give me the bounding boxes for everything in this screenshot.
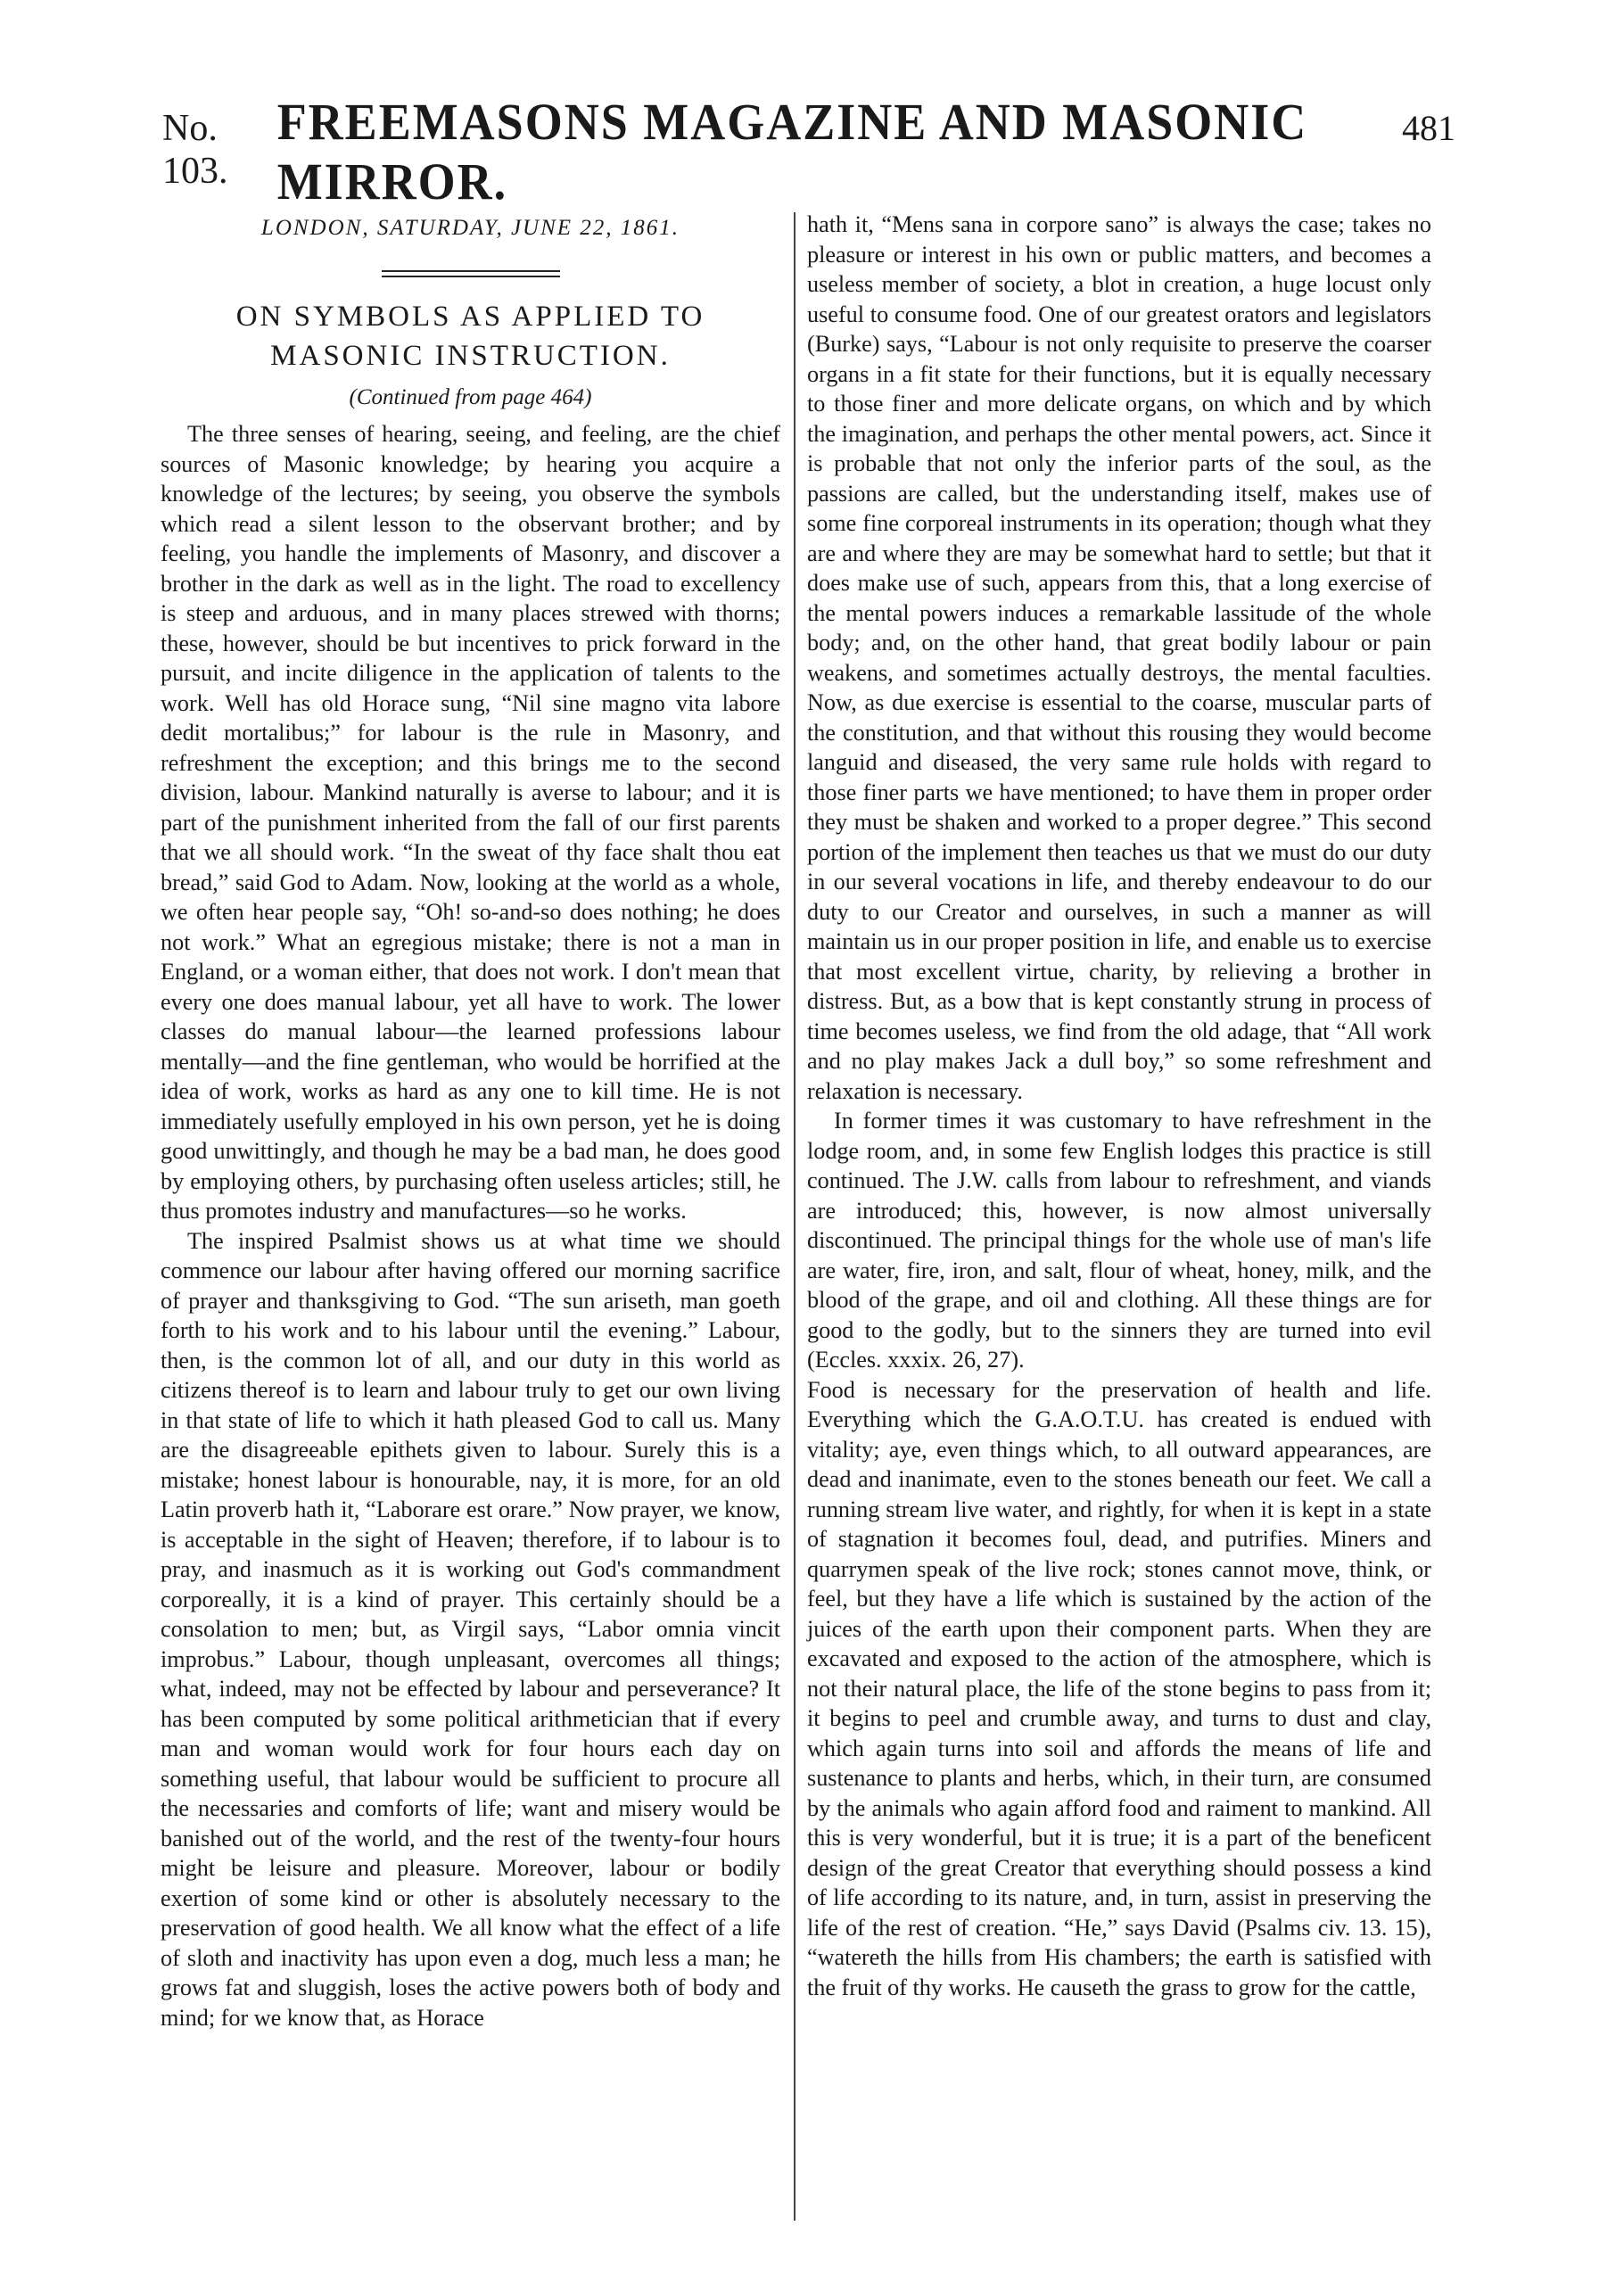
- column-divider: [794, 212, 796, 2221]
- issue-number: No. 103.: [162, 108, 228, 192]
- article-title: ON SYMBOLS AS APPLIED TO MASONIC INSTRUCTION.: [235, 300, 705, 372]
- page-number: 481: [1402, 108, 1455, 148]
- paragraph: Food is necessary for the preservation of health and life. Everything which the G.A.O.T.U. has created is endued with vitality; aye, even things which, to all outward appearances, are dead and inanimate, even to the stones beneath our feet. We call a running stream live water, and rightly, for when it is kept in a state of stagnation it becomes foul, dead, and putrifies. Miners and quarrymen speak of the live rock; stones cannot move, think, or feel, but they have a life which is sustained by the action of the juices of the earth upon their component parts. When they are excavated and exposed to the action of the atmosphere, which is not their natural place, the life of the stone begins to pass from it; it begins to peel and crumble away, and turns to dust and clay, which again turns into soil and affords the means of life and sustenance to plants and herbs, which, in their turn, are consumed by the animals who again afford food and raiment to mankind. All this is very wonderful, but it is true; it is a part of the beneficent design of the great Creator that everything should possess a kind of life according to its nature, and, in turn, assist in preserving the life of the rest of creation. “He,” says David (Psalms civ. 13. 15), “watereth the hills from His chambers; the earth is satisfied with the fruit of thy works. He causeth the grass to grow for the cattle,: [807, 1376, 1431, 2000]
- masthead: [162, 93, 1455, 210]
- magazine-title: FREEMASONS MAGAZINE AND MASONIC MIRROR.: [276, 93, 1308, 210]
- double-rule: [382, 270, 560, 277]
- right-column: [807, 210, 1431, 2002]
- left-column: [161, 210, 780, 2032]
- paragraph: The three senses of hearing, seeing, and feeling, are the chief sources of Masonic knowledge; by hearing you acquire a knowledge of the lectures; by seeing, you observe the symbols which read a silent lesson to the observant brother; and by feeling, you handle the implements of Masonry, and discover a brother in the dark as well as in the light. The road to excellency is steep and arduous, and in many places strewed with thorns; these, however, should be but incentives to prick forward in the pursuit, and incite diligence in the application of talents to the work. Well has old Horace sung, “Nil sine magno vita labore dedit mortalibus;” for labour is the rule in Masonry, and refreshment the exception; and this brings me to the second division, labour. Mankind naturally is averse to labour; and it is part of the punishment inherited from the fall of our first parents that we all should work. “In the sweat of thy face shalt thou eat bread,” said God to Adam. Now, looking at the world as a whole, we often hear people say, “Oh! so-and-so does nothing; he does not work.” What an egregious mistake; there is not a man in England, or a woman either, that does not work. I don't mean that every one does manual labour, yet all have to work. The lower classes do manual labour—the learned professions labour mentally—and the fine gentleman, who would be horrified at the idea of work, works as hard as any one to kill time. He is not immediately usefully employed in his own person, yet he is doing good unwittingly, and though he may be a bad man, he does good by employing others, by purchasing often useless articles; still, he thus promotes industry and manufactures—so he works.: [161, 421, 780, 1224]
- paragraph: In former times it was customary to have refreshment in the lodge room, and, in some few English lodges this practice is still continued. The J.W. calls from labour to refreshment, and viands are introduced; this, however, is now almost universally discontinued. The principal things for the whole use of man's life are water, fire, iron, and salt, flour of wheat, honey, milk, and the blood of the grape, and oil and clothing. All these things are for good to the godly, but to the sinners they are turned into evil (Eccles. xxxix. 26, 27).: [807, 1108, 1431, 1373]
- paragraph: The inspired Psalmist shows us at what time we should commence our labour after having offered our morning sacrifice of prayer and thanksgiving to God. “The sun ariseth, man goeth forth to his work and to his labour until the evening.” Labour, then, is the common lot of all, and our duty in this world as citizens thereof is to learn and labour truly to get our own living in that state of life to which it hath pleased God to call us. Many are the disagreeable epithets given to labour. Surely this is a mistake; honest labour is honourable, nay, it is more, for an old Latin proverb hath it, “Laborare est orare.” Now prayer, we know, is acceptable in the sight of Heaven; therefore, if to labour is to pray, and inasmuch as it is working out God's commandment corporeally, it is a kind of prayer. This certainly should be a consolation to men; but, as Virgil says, “Labor omnia vincit improbus.” Labour, though unpleasant, overcomes all things; what, indeed, may not be effected by labour and perseverance? It has been computed by some political arithmetician that if every man and woman would work for four hours each day on something useful, that labour would be sufficient to procure all the necessaries and comforts of life; want and misery would be banished out of the world, and the rest of the twenty-four hours might be leisure and pleasure. Moreover, labour or bodily exertion of some kind or other is absolutely necessary to the preservation of good health. We all know what the effect of a life of sloth and inactivity has upon even a dog, much less a man; he grows fat and sluggish, loses the active powers both of body and mind; for we know that, as Horace: [161, 1227, 780, 2031]
- continued-note: (Continued from page 464): [349, 384, 592, 409]
- paragraph: hath it, “Mens sana in corpore sano” is always the case; takes no pleasure or interest in his own or public matters, and becomes a useless member of society, a blot in creation, a huge locust only useful to consume food. One of our greatest orators and legislators (Burke) says, “Labour is not only requisite to preserve the coarser organs in a fit state for their functions, but it is equally necessary to those finer and more delicate organs, on which and by which the imagination, and perhaps the other mental powers, act. Since it is probable that not only the inferior parts of the soul, as the passions are called, but the understanding itself, makes use of some fine corporeal instruments in its operation; though what they are and where they are may be somewhat hard to settle; but that it does make use of such, appears from this, that a long exercise of the mental powers induces a remarkable lassitude of the whole body; and, on the other hand, that great bodily labour or pain weakens, and sometimes actually destroys, the mental faculties. Now, as due exercise is essential to the coarse, muscular parts of the constitution, and that without this rousing they would become languid and diseased, the very same rule holds with regard to those finer parts we have mentioned; to have them in proper order they must be shaken and worked to a proper degree.” This second portion of the implement then teaches us that we must do our duty in our several vocations in life, and thereby endeavour to do our duty to our Creator and ourselves, in such a manner as will maintain us in our proper position in life, and enable us to exercise that most excellent virtue, charity, by relieving a brother in distress. But, as a bow that is kept constantly strung in process of time becomes useless, we find from the old adage, that “All work and no play makes Jack a dull boy,” so some refreshment and relaxation is necessary.: [807, 211, 1431, 1104]
- dateline: LONDON, SATURDAY, JUNE 22, 1861.: [260, 216, 680, 240]
